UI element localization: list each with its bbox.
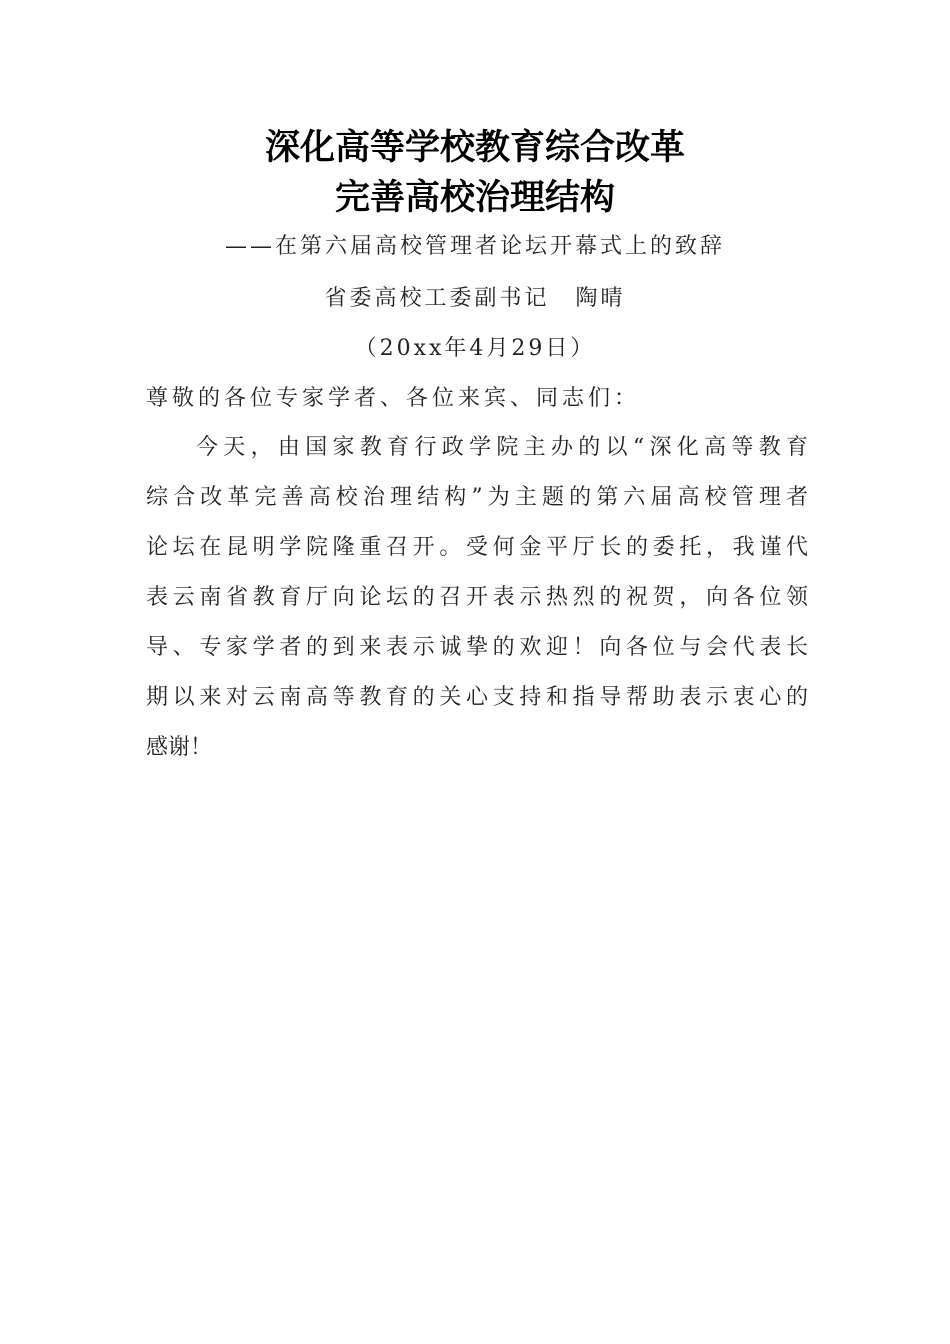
paragraph-line: 期以来对云南高等教育的关心支持和指导帮助表示衷心的 [146,685,808,710]
document-title-line-2: 完善高校治理结构 [334,177,615,218]
author-title: 省委高校工委副书记 [324,286,550,311]
author-byline [0,282,950,316]
paragraph-line: 今天，由国家教育行政学院主办的以“深化高等教育 [196,435,808,460]
paragraph-line: 综合改革完善高校治理结构”为主题的第六届高校管理者 [146,485,808,510]
paragraph-line: 导、专家学者的到来表示诚挚的欢迎！向各位与会代表长 [146,635,808,660]
paragraph-line: 感谢！ [146,735,213,760]
speech-date: （20xx年4月29日） [354,336,596,361]
author-name: 陶晴 [575,286,626,311]
document-subtitle: ——在第六届高校管理者论坛开幕式上的致辞 [224,234,725,259]
document-title-line-1: 深化高等学校教育综合改革 [264,127,685,168]
salutation: 尊敬的各位专家学者、各位来宾、同志们： [146,386,641,411]
paragraph-line: 论坛在昆明学院隆重召开。受何金平厅长的委托，我谨代 [146,535,808,560]
speech-paragraph [146,428,808,778]
paragraph-line: 表云南省教育厅向论坛的召开表示热烈的祝贺，向各位领 [146,585,808,610]
